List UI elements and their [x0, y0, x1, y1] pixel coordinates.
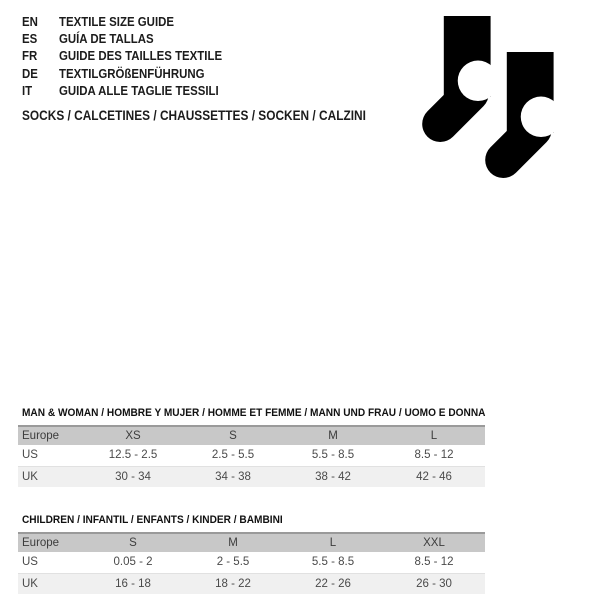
table-row	[18, 573, 485, 594]
language-code: DE	[22, 65, 38, 81]
column-header: S	[229, 430, 237, 442]
column-header: L	[329, 537, 337, 549]
language-code: FR	[22, 48, 38, 64]
column-header: S	[129, 537, 137, 549]
sock-heel-notch	[458, 61, 499, 102]
size-cell: 5.5 - 8.5	[311, 449, 355, 462]
category-heading: SOCKS / CALCETINES / CHAUSSETTES / SOCKEN / CALZINI	[22, 108, 366, 123]
column-header: L	[430, 430, 438, 442]
region-label: US	[22, 449, 38, 462]
sock-heel-notch	[521, 97, 562, 138]
language-row	[22, 82, 222, 99]
table-row	[18, 445, 485, 466]
size-cell: 8.5 - 12	[414, 449, 454, 462]
column-header: M	[228, 537, 238, 549]
sock-left	[440, 16, 498, 124]
column-header: Europe	[22, 430, 60, 442]
column-header: Europe	[22, 537, 60, 549]
size-cell: 8.5 - 12	[414, 556, 454, 569]
language-code: ES	[22, 31, 38, 47]
size-cell: 2.5 - 5.5	[211, 449, 255, 462]
table-header-row	[18, 533, 485, 552]
language-label: GUIDE DES TAILLES TEXTILE	[58, 48, 223, 64]
size-cell: 2 - 5.5	[216, 556, 250, 569]
region-label: UK	[22, 577, 38, 590]
language-row	[22, 30, 222, 47]
size-cell: 16 - 18	[115, 577, 151, 590]
size-table-children	[18, 532, 485, 594]
socks-icon	[406, 16, 568, 187]
size-cell: 12.5 - 2.5	[108, 449, 158, 462]
region-label: UK	[22, 470, 38, 483]
column-header: XXL	[423, 537, 445, 549]
language-label: GUIDA ALLE TAGLIE TESSILI	[58, 82, 219, 98]
size-cell: 42 - 46	[416, 470, 452, 483]
language-list	[22, 13, 249, 99]
language-row	[22, 65, 222, 82]
language-label: TEXTILGRÖßENFÜHRUNG	[58, 65, 205, 81]
size-cell: 26 - 30	[416, 577, 452, 590]
table-row	[18, 552, 485, 573]
table-row	[18, 466, 485, 487]
language-code: EN	[22, 14, 38, 30]
size-cell: 0.05 - 2	[113, 556, 153, 569]
language-row	[22, 47, 222, 64]
language-code: IT	[22, 82, 33, 98]
column-header: XS	[125, 430, 141, 442]
size-cell: 18 - 22	[215, 577, 251, 590]
size-table-adults	[18, 425, 485, 487]
sock-right	[503, 52, 561, 160]
language-label: GUÍA DE TALLAS	[58, 31, 154, 47]
size-cell: 30 - 34	[115, 470, 151, 483]
table-title-children: CHILDREN / INFANTIL / ENFANTS / KINDER / BAMBINI	[22, 514, 283, 526]
size-cell: 34 - 38	[215, 470, 251, 483]
column-header: M	[328, 430, 338, 442]
table-header-row	[18, 426, 485, 445]
table-title-adults: MAN & WOMAN / HOMBRE Y MUJER / HOMME ET FEMME / MANN UND FRAU / UOMO E DONNA	[22, 407, 486, 419]
region-label: US	[22, 556, 38, 569]
language-row	[22, 13, 222, 30]
size-cell: 5.5 - 8.5	[311, 556, 355, 569]
language-label: TEXTILE SIZE GUIDE	[58, 14, 175, 30]
size-cell: 38 - 42	[315, 470, 351, 483]
size-cell: 22 - 26	[315, 577, 351, 590]
